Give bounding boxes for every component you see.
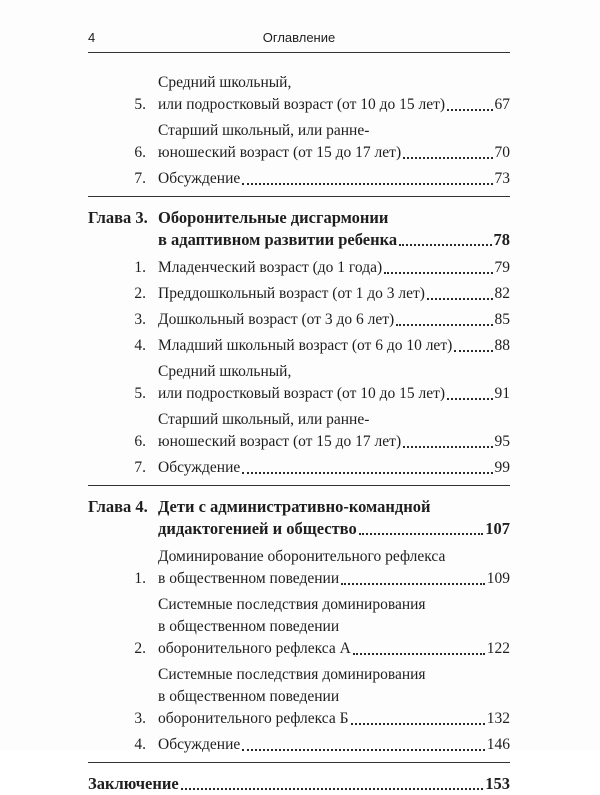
entry-title <box>158 283 510 305</box>
entry-number: 7. <box>134 459 146 476</box>
toc-entry <box>88 283 510 305</box>
entry-number: 1. <box>134 570 146 587</box>
entry-title <box>158 546 510 590</box>
toc-line-text: юношеский возраст (от 15 до 17 лет) <box>158 433 402 450</box>
toc-line-text: дидактогенией и общество <box>158 519 357 538</box>
dot-leader <box>454 349 492 352</box>
chapter-title <box>158 207 510 251</box>
toc-line: Оборонительные дисгармонии <box>158 208 389 227</box>
entry-title <box>158 457 510 479</box>
toc-line-text: в адаптивном развитии ребенка <box>158 230 398 249</box>
page-ref: 99 <box>494 459 510 476</box>
entry-number: 5. <box>134 96 146 113</box>
toc-entry <box>88 409 510 453</box>
toc-line-last <box>158 335 510 357</box>
chapter-heading <box>88 207 510 251</box>
page-ref: 132 <box>486 710 510 727</box>
toc-entry <box>88 72 510 116</box>
entry-title <box>158 664 510 730</box>
toc-line-text: Дошкольный возраст (от 3 до 6 лет) <box>158 311 395 328</box>
entry-number: 7. <box>134 170 146 187</box>
toc-line: Системные последствия доминирования <box>158 596 426 613</box>
toc-line: Системные последствия доминирования <box>158 666 426 683</box>
page-ref: 78 <box>493 230 510 249</box>
section-divider <box>88 485 510 486</box>
chapter-label: Глава 3. <box>88 208 148 227</box>
toc-line: Старший школьный, или ранне- <box>158 411 370 428</box>
toc-line-last <box>158 283 510 305</box>
toc-line-last <box>158 309 510 331</box>
entry-title <box>158 168 510 190</box>
page-ref: 107 <box>485 519 510 538</box>
toc-line-text: в общественном поведении <box>158 570 340 587</box>
entry-number: 3. <box>134 710 146 727</box>
chapter-label: Глава 4. <box>88 497 148 516</box>
entry-title <box>158 734 510 756</box>
table-of-contents <box>88 72 510 795</box>
toc-line-text: оборонительного рефлекса А <box>158 640 351 657</box>
toc-line-last <box>158 229 510 251</box>
section-divider <box>88 196 510 197</box>
entry-title <box>158 335 510 357</box>
toc-line-last <box>158 638 510 660</box>
chapter-heading <box>88 496 510 540</box>
toc-line-text: юношеский возраст (от 15 до 17 лет) <box>158 144 402 161</box>
toc-entry <box>88 120 510 164</box>
toc-entry <box>88 168 510 190</box>
entry-title <box>158 361 510 405</box>
toc-line-last <box>158 431 510 453</box>
dot-leader <box>242 471 492 474</box>
dot-leader <box>181 787 484 790</box>
toc-entry <box>88 546 510 590</box>
page-ref: 122 <box>486 640 510 657</box>
toc-entry <box>88 664 510 730</box>
page-ref: 82 <box>494 285 510 302</box>
toc-line-last <box>158 383 510 405</box>
entry-number: 2. <box>134 640 146 657</box>
dot-leader <box>447 397 492 400</box>
toc-line-last <box>158 708 510 730</box>
entry-title <box>158 120 510 164</box>
dot-leader <box>341 582 485 585</box>
page-number: 4 <box>88 30 96 45</box>
toc-entry <box>88 361 510 405</box>
toc-line: Дети с административно-командной <box>158 497 431 516</box>
dot-leader <box>403 445 492 448</box>
entry-number: 2. <box>134 285 146 302</box>
toc-line-text: Младенческий возраст (до 1 года) <box>158 259 383 276</box>
toc-line-text: или подростковый возраст (от 10 до 15 лет) <box>158 385 446 402</box>
page-ref: 79 <box>494 259 510 276</box>
page-ref: 146 <box>486 736 510 753</box>
running-title: Оглавление <box>262 30 336 45</box>
toc-line-text: Младший школьный возраст (от 6 до 10 лет) <box>158 337 453 354</box>
entry-number: 5. <box>134 385 146 402</box>
page-ref: 95 <box>494 433 510 450</box>
toc-line: Средний школьный, <box>158 74 292 91</box>
toc-line-last <box>158 457 510 479</box>
dot-leader <box>427 297 493 300</box>
dot-leader <box>359 532 484 535</box>
toc-line-text: Обсуждение <box>158 170 241 187</box>
entry-title <box>158 309 510 331</box>
page-ref: 88 <box>494 337 510 354</box>
page-ref: 85 <box>494 311 510 328</box>
dot-leader <box>403 156 492 159</box>
toc-entry <box>88 457 510 479</box>
toc-line-last <box>158 142 510 164</box>
dot-leader <box>353 652 485 655</box>
toc-line: Доминирование оборонительного рефлекса <box>158 548 446 565</box>
toc-line-text: или подростковый возраст (от 10 до 15 лет) <box>158 96 446 113</box>
dot-leader <box>384 271 492 274</box>
toc-line: Старший школьный, или ранне- <box>158 122 370 139</box>
toc-line: Средний школьный, <box>158 363 292 380</box>
toc-entry <box>88 309 510 331</box>
entry-title <box>158 257 510 279</box>
toc-line-last <box>158 518 510 540</box>
page-ref: 109 <box>486 570 510 587</box>
toc-line: в общественном поведении <box>158 688 340 705</box>
page-ref: 73 <box>494 170 510 187</box>
page-ref: 67 <box>494 96 510 113</box>
page-ref: 70 <box>494 144 510 161</box>
conclusion-title: Заключение <box>88 774 179 793</box>
toc-line: в общественном поведении <box>158 618 340 635</box>
entry-number: 6. <box>134 433 146 450</box>
dot-leader <box>242 182 492 185</box>
running-header <box>88 30 510 53</box>
toc-entry <box>88 734 510 756</box>
entry-number: 6. <box>134 144 146 161</box>
entry-number: 4. <box>134 736 146 753</box>
toc-line-text: Обсуждение <box>158 459 241 476</box>
toc-entry <box>88 335 510 357</box>
entry-title <box>158 72 510 116</box>
entry-title <box>158 409 510 453</box>
entry-title <box>158 594 510 660</box>
page-ref: 153 <box>485 774 510 793</box>
toc-line-text: оборонительного рефлекса Б <box>158 710 349 727</box>
dot-leader <box>399 243 491 246</box>
conclusion-entry <box>88 773 510 795</box>
dot-leader <box>396 323 492 326</box>
entry-number: 4. <box>134 337 146 354</box>
entry-number: 1. <box>134 259 146 276</box>
section-divider <box>88 762 510 763</box>
toc-line-last <box>158 168 510 190</box>
page-ref: 91 <box>494 385 510 402</box>
toc-entry <box>88 594 510 660</box>
dot-leader <box>447 108 492 111</box>
toc-line-last <box>158 734 510 756</box>
toc-line-last <box>158 568 510 590</box>
entry-number: 3. <box>134 311 146 328</box>
toc-line-text: Преддошкольный возраст (от 1 до 3 лет) <box>158 285 425 302</box>
toc-line-last <box>158 94 510 116</box>
chapter-title <box>158 496 510 540</box>
dot-leader <box>351 722 485 725</box>
toc-entry <box>88 257 510 279</box>
toc-line-last <box>158 257 510 279</box>
toc-line-text: Обсуждение <box>158 736 241 753</box>
